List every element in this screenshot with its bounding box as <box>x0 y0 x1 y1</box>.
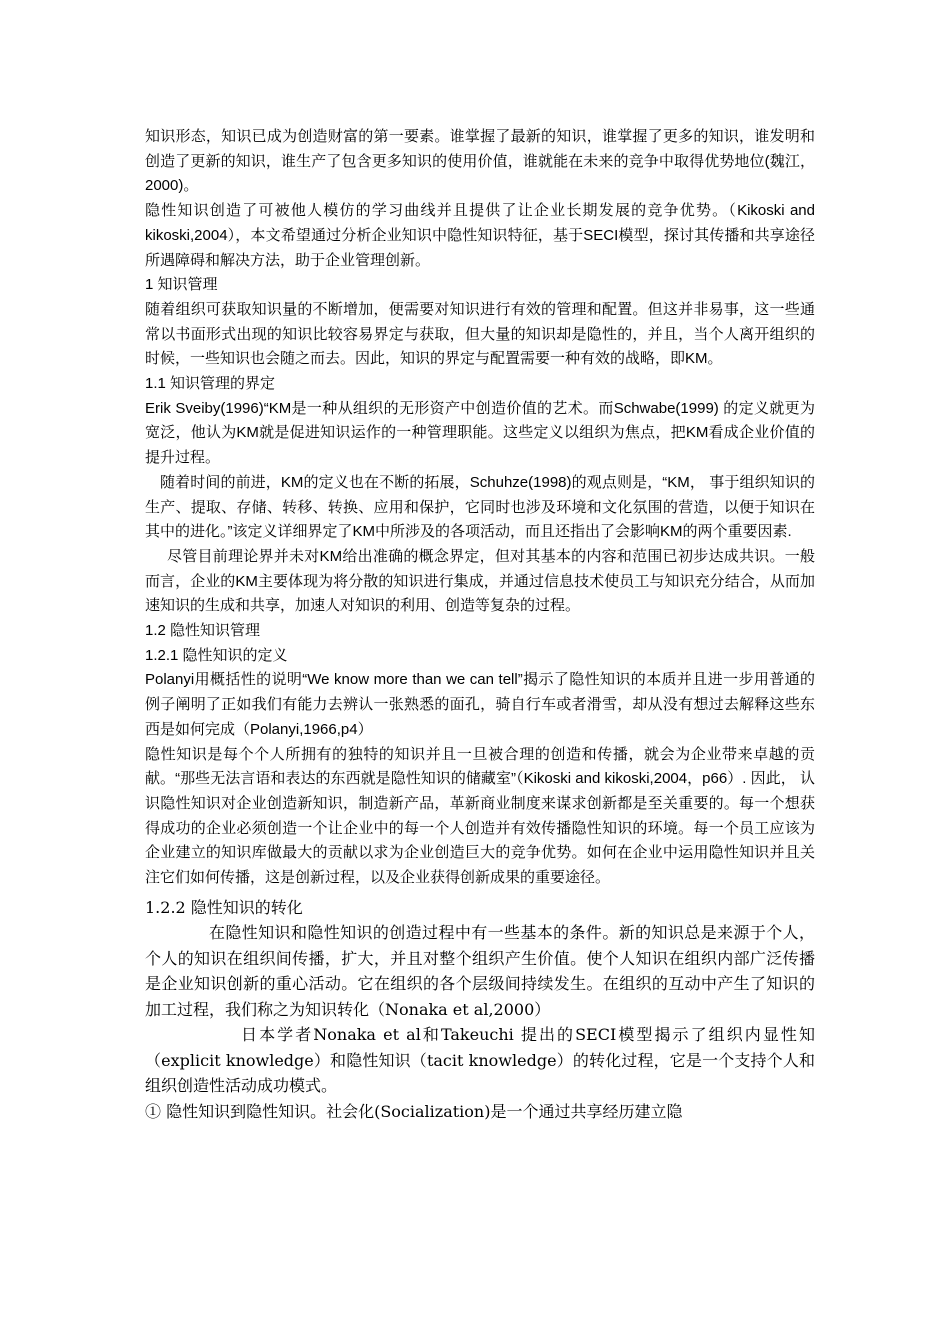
heading-tacit-conversion: 1.2.2 隐性知识的转化 <box>145 897 303 917</box>
paragraph-km-consensus: 尽管目前理论界并未对KM给出准确的概念界定，但对其基本的内容和范围已初步达成共识。一般而言，企业的KM主要体现为将分散的知识进行集成，并通过信息技术使员工与知识充分结合，从而加速知识的生成和共享，加速人对知识的利用、创造等复杂的过程。 <box>145 547 815 615</box>
paragraph-km-definitions: Erik Sveiby(1996)“KM是一种从组织的无形资产中创造价值的艺术。而Schwabe(1999) 的定义就更为宽泛，他认为KM就是促进知识运作的一种管理职能。这些定义以组织为焦点，把KM看成企业价值的提升过程。 <box>145 399 815 467</box>
paragraph-km-expansion: 随着时间的前进，KM的定义也在不断的拓展，Schuhze(1998)的观点则是，“KM， 事于组织知识的生产、提取、存储、转移、转换、应用和保护，它同时也涉及环境和文化氛围的营造，以便于知识在其中的进化。”该定义详细界定了KM中所涉及的各项活动，而且还指出了会影响KM的两个重要因素. <box>145 473 815 541</box>
paragraph-competitive-knowledge: 知识形态，知识已成为创造财富的第一要素。谁掌握了最新的知识，谁掌握了更多的知识，谁发明和创造了更新的知识，谁生产了包含更多知识的使用价值，谁就能在未来的竞争中取得优势地位(魏江，2000)。 <box>145 128 815 195</box>
document-body <box>145 125 815 1124</box>
heading-tacit-km: 1.2 隐性知识管理 <box>145 622 261 640</box>
serif-section <box>145 895 815 1125</box>
paragraph-knowledge-conversion: 在隐性知识和隐性知识的创造过程中有一些基本的条件。新的知识总是来源于个人，个人的知识在组织间传播，扩大，并且对整个组织产生价值。使个人知识在组织内部广泛传播是企业知识创新的重心活动。它在组织的各个层级间持续发生。在组织的互动中产生了知识的加工过程，我们称之为知识转化（Nonaka et al,2000） <box>145 923 815 1019</box>
paragraph-tacit-value: 隐性知识是每个个人所拥有的独特的知识并且一旦被合理的创造和传播，就会为企业带来卓越的贡献。“那些无法言语和表达的东西就是隐性知识的储藏室”（Kikoski and kikoski,2004，p66）. 因此， 认识隐性知识对企业创造新知识，制造新产品，革新商业制度来谋求创新都是至关重要的。每一个想获得成功的企业必须创造一个让企业中的每一个人创造并有效传播隐性知识的环境。每一个员工应该为企业建立的知识库做最大的贡献以求为企业创造巨大的竞争优势。如何在企业中运用隐性知识并且关注它们如何传播，这是创新过程，以及企业获得创新成果的重要途径。 <box>145 745 815 887</box>
heading-km-definition: 1.1 知识管理的界定 <box>145 375 276 393</box>
heading-tacit-definition: 1.2.1 隐性知识的定义 <box>145 646 288 664</box>
sans-section <box>145 125 815 891</box>
paragraph-tacit-knowledge-intro: 隐性知识创造了可被他人模仿的学习曲线并且提供了让企业长期发展的竞争优势。（Kikoski and kikoski,2004），本文希望通过分析企业知识中隐性知识特征，基于SECI模型，探讨其传播和共享途径所遇障碍和解决方法，助于企业管理创新。 <box>145 202 815 269</box>
paragraph-km-need: 随着组织可获取知识量的不断增加，便需要对知识进行有效的管理和配置。但这并非易事，这一些通常以书面形式出现的知识比较容易界定与获取，但大量的知识却是隐性的，并且，当个人离开组织的时候，一些知识也会随之而去。因此，知识的界定与配置需要一种有效的战略，即KM。 <box>145 300 815 368</box>
paragraph-seci-model: 日本学者Nonaka et al和Takeuchi 提出的SECI模型揭示了组织内显性知（explicit knowledge）和隐性知识（tacit knowledge）的转化过程，它是一个支持个人和组织创造性活动成功模式。 <box>145 1025 815 1096</box>
heading-knowledge-management: 1 知识管理 <box>145 276 218 294</box>
paragraph-socialization: ① 隐性知识到隐性知识。社会化(Socialization)是一个通过共享经历建立隐 <box>145 1101 683 1121</box>
paragraph-polanyi: Polanyi用概括性的说明“We know more than we can tell”揭示了隐性知识的本质并且进一步用普通的例子阐明了正如我们有能力去辨认一张熟悉的面孔，骑自行车或者滑雪，却从没有想过去解释这些东西是如何完成（Polanyi,1966,p4） <box>145 671 815 738</box>
